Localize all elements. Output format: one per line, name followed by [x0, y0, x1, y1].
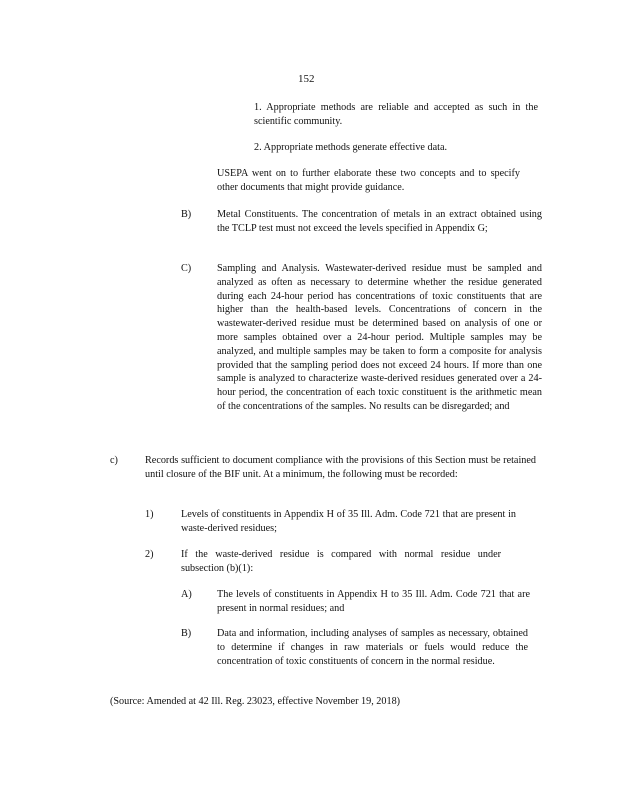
- section-c-label: c): [110, 455, 118, 466]
- subsection-b-label: B): [181, 209, 192, 220]
- item-2-label: 2): [145, 549, 154, 560]
- item-1-text: Levels of constituents in Appendix H of 35 Ill. Adm. Code 721 that are present in waste-derived residues;: [181, 509, 516, 534]
- item-2a-label: A): [181, 589, 192, 600]
- subsection-c-label: C): [181, 263, 192, 274]
- list-item-1: 1. Appropriate methods are reliable and accepted as such in the scientific community.: [254, 102, 538, 127]
- item-2a-text: The levels of constituents in Appendix H to 35 Ill. Adm. Code 721 that are present in normal residues; and: [217, 589, 530, 614]
- source-note: (Source: Amended at 42 Ill. Reg. 23023, effective November 19, 2018): [110, 696, 401, 707]
- item-1-label: 1): [145, 509, 154, 520]
- item-2-text: If the waste-derived residue is compared with normal residue under subsection (b)(1):: [181, 549, 501, 574]
- page-number: 152: [298, 73, 315, 85]
- item-2b-label: B): [181, 628, 192, 639]
- section-c-text: Records sufficient to document compliance with the provisions of this Section must be retained until closure of the BIF unit. At a minimum, the following must be recorded:: [145, 455, 536, 480]
- subsection-c-text: Sampling and Analysis. Wastewater-derived residue must be sampled and analyzed as often as necessary to determine whether the residue generated during each 24-hour period has concentrations of toxic constituents that are higher than the health-based levels. Concentrations of concern in the wastewater-derived residue must be determined based on analysis of one or more samples obtained over a 24-hour period. Multiple samples may be analyzed, and multiple samples may be taken to form a composite for analysis provided that the sampling period does not exceed 24 hours. If more than one sample is analyzed to characterize waste-derived residues generated over a 24-hour period, the concentration of each toxic constituent is the arithmetic mean of the concentrations of the samples. No results can be disregarded; and: [217, 263, 542, 412]
- item-2b-text: Data and information, including analyses of samples as necessary, obtained to determine if changes in raw materials or fuels would reduce the concentration of toxic constituents of concern in the normal residue.: [217, 628, 528, 667]
- list-item-2: 2. Appropriate methods generate effective data.: [254, 142, 448, 153]
- subsection-b-text: Metal Constituents. The concentration of metals in an extract obtained using the TCLP test must not exceed the levels specified in Appendix G;: [217, 209, 542, 234]
- usepa-paragraph: USEPA went on to further elaborate these two concepts and to specify other documents that might provide guidance.: [217, 168, 520, 193]
